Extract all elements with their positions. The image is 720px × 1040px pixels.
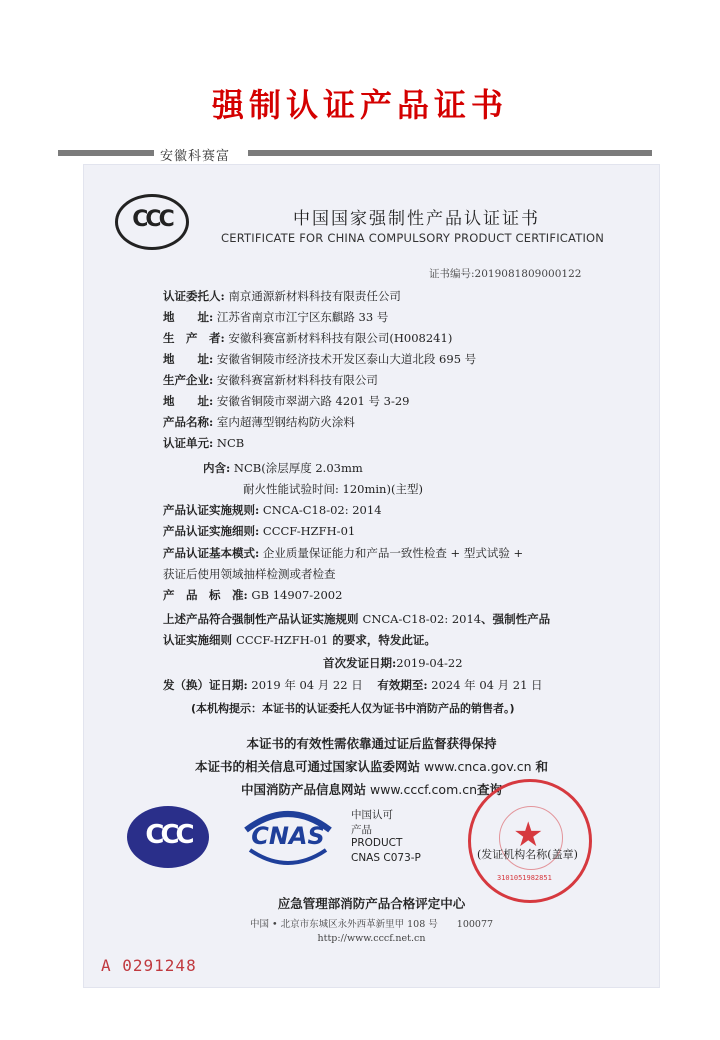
cnca-link[interactable]: www.cnca.gov.cn (423, 759, 532, 774)
detail-row: 产品认证实施细则: CCCF-HZFH-01 (163, 524, 356, 538)
validity-line-2: 本证书的相关信息可通过国家认监委网站 www.cnca.gov.cn 和 (194, 759, 549, 774)
divider-right (248, 150, 652, 156)
cnas-label-1: 中国认可 (351, 809, 393, 821)
seal-caption: (发证机构名称(盖章) (477, 848, 578, 861)
authority-url[interactable]: http://www.cccf.net.cn (317, 933, 426, 944)
cnas-logo-icon: CNAS (238, 804, 338, 870)
validity-line-1: 本证书的有效性需依靠通过证后监督获得保持 (246, 736, 497, 751)
certificate-document (83, 164, 660, 988)
validity-line-3: 中国消防产品信息网站 www.cccf.com.cn查询 (240, 782, 503, 797)
field-row: 生产企业: 安徽科赛富新材料科技有限公司 (163, 373, 378, 387)
ccc-mark-icon: CCC (127, 806, 209, 868)
field-row: 地 址: 安徽省铜陵市经济技术开发区泰山大道北段 695 号 (163, 352, 477, 366)
cccf-link[interactable]: www.cccf.com.cn (369, 782, 478, 797)
cnas-label-3: PRODUCT (351, 837, 403, 849)
cnas-label-2: 产品 (351, 824, 372, 836)
field-row: 认证委托人: 南京通源新材料科技有限责任公司 (163, 289, 401, 303)
notice-text: (本机构提示：本证书的认证委托人仅为证书中消防产品的销售者。) (191, 702, 515, 715)
field-row: 产品名称: 室内超薄型钢结构防火涂料 (163, 415, 355, 429)
brand-signature: 安徽科赛富 (160, 149, 231, 164)
rule-row: 产品认证实施规则: CNCA-C18-02: 2014 (163, 503, 382, 517)
mode-row: 产品认证基本模式: 企业质量保证能力和产品一致性检查 + 型式试验 + (163, 546, 524, 560)
content-row-2: 耐火性能试验时间: 120min)(主型) (243, 482, 423, 496)
field-row: 地 址: 江苏省南京市江宁区东麒路 33 号 (163, 310, 389, 324)
certificate-number: 证书编号:2019081809000122 (429, 268, 582, 280)
mode-row-2: 获证后使用领域抽样检测或者检查 (163, 567, 336, 581)
content-row: 内含: NCB(涂层厚度 2.03mm (203, 461, 363, 475)
issuing-authority: 应急管理部消防产品合格评定中心 (277, 896, 466, 911)
field-row: 地 址: 安徽省铜陵市翠湖六路 4201 号 3-29 (163, 394, 410, 408)
certificate-title-en: CERTIFICATE FOR CHINA COMPULSORY PRODUCT CERTIFICATION (221, 231, 605, 245)
field-row: 认证单元: NCB (163, 436, 245, 450)
statement-line-2: 认证实施细则 CCCF-HZFH-01 的要求，特发此证。 (163, 633, 436, 647)
official-seal-icon: ★ 3101051982851 (468, 779, 592, 903)
serial-number: A 0291248 (101, 956, 197, 975)
ccc-logo-icon: CCC (115, 194, 189, 250)
cnas-label-4: CNAS C073-P (351, 852, 421, 864)
certificate-title-cn: 中国国家强制性产品认证证书 (293, 209, 540, 229)
issue-dates-row: 发（换）证日期: 2019 年 04 月 22 日 有效期至: 2024 年 04 月 21 日 (163, 678, 543, 692)
authority-address: 中国 • 北京市东城区永外西革新里甲 108 号 100077 (249, 919, 494, 930)
statement-line-1: 上述产品符合强制性产品认证实施规则 CNCA-C18-02: 2014、强制性产品 (163, 612, 551, 626)
page-title: 强制认证产品证书 (211, 86, 508, 124)
standard-row: 产 品 标 准: GB 14907-2002 (163, 588, 343, 602)
field-row: 生 产 者: 安徽科赛富新材料科技有限公司(H008241) (163, 331, 453, 345)
divider-left (58, 150, 154, 156)
first-issue-date: 首次发证日期:2019-04-22 (323, 656, 463, 670)
